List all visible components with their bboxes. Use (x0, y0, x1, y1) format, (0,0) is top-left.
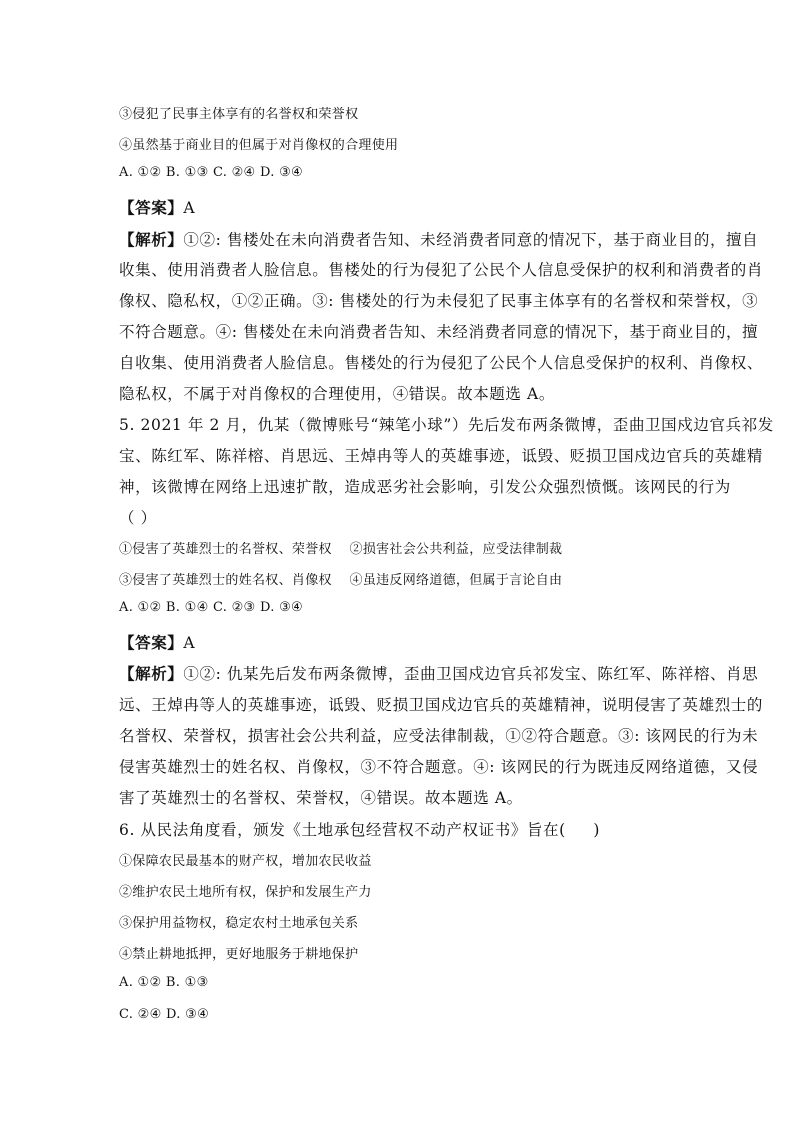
q4-answer (119, 196, 195, 218)
q4-option-4: ④虽然基于商业目的但属于对肖像权的合理使用 (119, 138, 399, 153)
q6-choices-2: C. ②④ D. ③④ (119, 1007, 210, 1022)
analysis-label: 【解析】 (119, 664, 184, 683)
q4-analysis-line: 像权、隐私权，①②正确。③: 售楼处的行为未侵犯了民事主体享有的名誉权和荣誉权，③ (119, 292, 759, 310)
q5-stem-blank: （ ） (119, 509, 157, 527)
q5-options-2: ③侵害了英雄烈士的姓名权、肖像权 ④虽违反网络道德，但属于言论自由 (119, 573, 563, 588)
q5-analysis-line: 远、王焯冉等人的英雄事迹，诋毁、贬损卫国戍边官兵的英雄精神，说明侵害了英雄烈士的 (119, 696, 764, 714)
q5-analysis-line: 【解析】①②: 仇某先后发布两条微博，歪曲卫国戍边官兵祁发宝、陈红军、陈祥榕、肖思 (119, 664, 759, 683)
q6-option-2: ②维护农民土地所有权，保护和发展生产力 (119, 885, 372, 900)
q5-stem-line: 5. 2021 年 2 月，仇某（微博账号“辣笔小球”）先后发布两条微博，歪曲卫国戍边官兵祁发 (119, 416, 774, 434)
q6-stem: 6. 从民法角度看，颁发《土地承包经营权不动产权证书》旨在( ) (119, 821, 601, 839)
q5-answer (119, 631, 195, 653)
answer-value: A (183, 199, 196, 217)
answer-value: A (183, 634, 196, 652)
q5-choices: A. ①② B. ①④ C. ②③ D. ③④ (119, 600, 303, 615)
q4-option-3: ③侵犯了民事主体享有的名誉权和荣誉权 (119, 107, 359, 122)
q5-stem-line: 神，该微博在网络上迅速扩散，造成恶劣社会影响，引发公众强烈愤慨。该网民的行为 (119, 478, 731, 496)
q4-analysis-line: 自收集、使用消费者人脸信息。售楼处的行为侵犯了公民个人信息受保护的权利、肖像权、 (119, 354, 764, 372)
q5-stem-line: 宝、陈红军、陈祥榕、肖思远、王焯冉等人的英雄事迹，诋毁、贬损卫国戍边官兵的英雄精 (119, 447, 764, 465)
answer-label: 【答案】 (119, 633, 184, 652)
analysis-label: 【解析】 (119, 230, 184, 249)
q4-choices: A. ①② B. ①③ C. ②④ D. ③④ (119, 165, 303, 180)
q4-analysis-line: 【解析】①②: 售楼处在未向消费者告知、未经消费者同意的情况下，基于商业目的，擅自 (119, 230, 759, 249)
q6-option-4: ④禁止耕地抵押，更好地服务于耕地保护 (119, 947, 359, 962)
q5-options-1: ①侵害了英雄烈士的名誉权、荣誉权 ②损害社会公共利益，应受法律制裁 (119, 542, 563, 557)
q6-option-1: ①保障农民最基本的财产权，增加农民收益 (119, 854, 372, 869)
q5-analysis-line: 侵害英雄烈士的姓名权、肖像权，③不符合题意。④: 该网民的行为既违反网络道德，又侵 (119, 758, 759, 776)
q4-analysis-line: 不符合题意。④: 售楼处在未向消费者告知、未经消费者同意的情况下，基于商业目的，擅 (119, 323, 759, 341)
q5-analysis-line: 名誉权、荣誉权，损害社会公共利益，应受法律制裁，①②符合题意。③: 该网民的行为未 (119, 727, 759, 745)
q6-option-3: ③保护用益物权，稳定农村土地承包关系 (119, 916, 359, 931)
q4-analysis-line: 隐私权，不属于对肖像权的合理使用，④错误。故本题选 A。 (119, 385, 555, 403)
q4-analysis-line: 收集、使用消费者人脸信息。售楼处的行为侵犯了公民个人信息受保护的权利和消费者的肖 (119, 261, 764, 279)
q5-analysis-line: 害了英雄烈士的名誉权、荣誉权，④错误。故本题选 A。 (119, 789, 523, 807)
q6-choices-1: A. ①② B. ①③ (119, 975, 209, 990)
answer-label: 【答案】 (119, 198, 184, 217)
